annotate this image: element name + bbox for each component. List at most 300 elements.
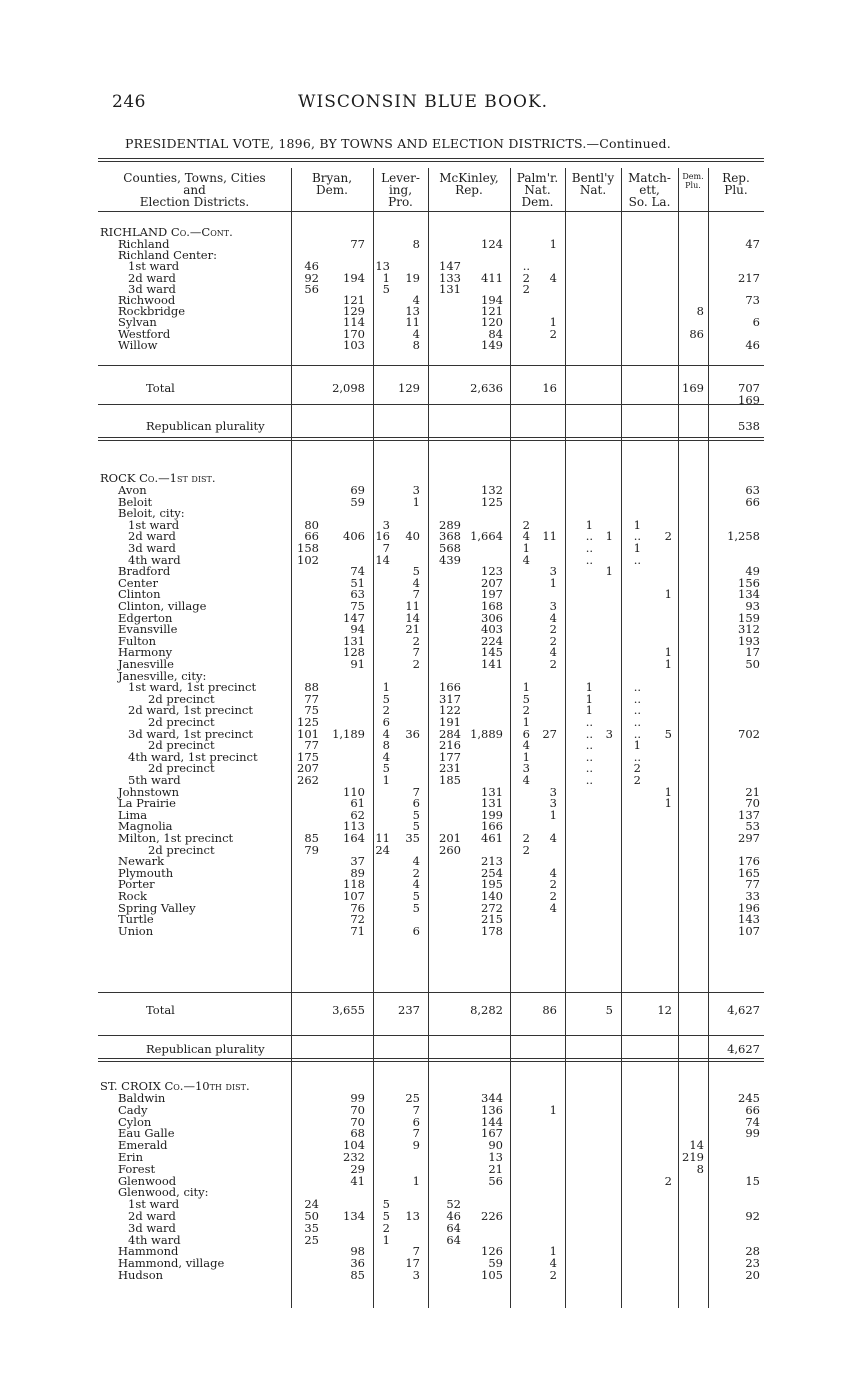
cell-palmer_sub: .. bbox=[522, 259, 530, 273]
cell-levering: 7 bbox=[412, 587, 420, 601]
cell-mckinley: 167 bbox=[481, 1126, 503, 1140]
cell-mckinley: 178 bbox=[481, 924, 503, 938]
cell-bryan_sub: 85 bbox=[304, 831, 319, 845]
cell-palmer: 2 bbox=[549, 1268, 557, 1282]
cell-rep_plu: 137 bbox=[738, 808, 760, 822]
cell-rep_plu: 74 bbox=[745, 1115, 760, 1129]
cell-matchett_sub: .. bbox=[633, 529, 641, 543]
cell-palmer_sub: 2 bbox=[522, 282, 530, 296]
cell-levering: 6 bbox=[412, 796, 420, 810]
row-label: Hudson bbox=[118, 1268, 164, 1282]
cell-mckinley_sub: 231 bbox=[439, 761, 461, 775]
cell-mckinley: 195 bbox=[481, 877, 503, 891]
row-label: Center bbox=[118, 576, 158, 590]
cell-levering: 7 bbox=[412, 1103, 420, 1117]
cell-levering_sub: 1 bbox=[382, 271, 390, 285]
cell-levering: 237 bbox=[398, 1003, 420, 1017]
cell-bryan_sub: 77 bbox=[304, 692, 319, 706]
cell-mckinley: 411 bbox=[481, 271, 503, 285]
row-label: Porter bbox=[118, 877, 155, 891]
cell-bryan_sub: 50 bbox=[304, 1209, 319, 1223]
row-label: Emerald bbox=[118, 1138, 168, 1152]
cell-mckinley: 8,282 bbox=[470, 1003, 503, 1017]
cell-palmer_sub: 1 bbox=[522, 541, 530, 555]
cell-mckinley_sub: 185 bbox=[439, 773, 461, 787]
cell-bryan_sub: 262 bbox=[297, 773, 319, 787]
row-label: 2d precinct bbox=[148, 692, 215, 706]
cell-bentley_sub: .. bbox=[585, 715, 593, 729]
cell-bentley_sub: .. bbox=[585, 541, 593, 555]
cell-bryan: 103 bbox=[343, 338, 365, 352]
row-label: Beloit, city: bbox=[118, 506, 185, 520]
table-row bbox=[98, 1222, 764, 1234]
table-row bbox=[98, 1104, 764, 1116]
cell-bryan: 77 bbox=[350, 237, 365, 251]
cell-mckinley_sub: 177 bbox=[439, 750, 461, 764]
cell-mckinley: 194 bbox=[481, 293, 503, 307]
cell-bryan: 147 bbox=[343, 611, 365, 625]
cell-levering: 7 bbox=[412, 1126, 420, 1140]
total-row bbox=[98, 382, 764, 394]
cell-palmer: 86 bbox=[542, 1003, 557, 1017]
total-row-extra bbox=[98, 394, 764, 406]
cell-mckinley_sub: 260 bbox=[439, 843, 461, 857]
cell-mckinley_sub: 284 bbox=[439, 727, 461, 741]
cell-bentley_sub: .. bbox=[585, 738, 593, 752]
cell-rep_plu: 17 bbox=[745, 645, 760, 659]
row-label: Janesville bbox=[118, 657, 174, 671]
cell-bryan: 89 bbox=[350, 866, 365, 880]
cell-levering: 13 bbox=[405, 1209, 420, 1223]
cell-matchett_sub: 2 bbox=[633, 773, 641, 787]
row-label: 4th ward bbox=[128, 1233, 181, 1247]
row-label: 3d ward, 1st precinct bbox=[128, 727, 253, 741]
cell-bryan: 51 bbox=[350, 576, 365, 590]
row-label: 3d ward bbox=[128, 1221, 176, 1235]
cell-mckinley: 144 bbox=[481, 1115, 503, 1129]
section-rule bbox=[98, 992, 764, 993]
cell-rep_plu: 46 bbox=[745, 338, 760, 352]
cell-levering: 11 bbox=[405, 315, 420, 329]
cell-dem_plu: 8 bbox=[696, 304, 704, 318]
table-row bbox=[98, 1269, 764, 1281]
table-row bbox=[98, 260, 764, 272]
header-rule-top bbox=[98, 158, 764, 159]
row-label: Newark bbox=[118, 854, 165, 868]
cell-bryan: 70 bbox=[350, 1115, 365, 1129]
row-label: 1st ward bbox=[128, 259, 180, 273]
cell-mckinley: 140 bbox=[481, 889, 503, 903]
row-label: Evansville bbox=[118, 622, 178, 636]
section-rule bbox=[98, 437, 764, 438]
cell-mckinley_sub: 289 bbox=[439, 518, 461, 532]
cell-bentley: 5 bbox=[605, 1003, 613, 1017]
cell-bryan: 98 bbox=[350, 1244, 365, 1258]
row-label: Harmony bbox=[118, 645, 173, 659]
row-label: Baldwin bbox=[118, 1091, 166, 1105]
cell-matchett: 5 bbox=[664, 727, 672, 741]
cell-palmer: 2 bbox=[549, 327, 557, 341]
cell-levering_sub: 5 bbox=[382, 761, 390, 775]
cell-mckinley: 136 bbox=[481, 1103, 503, 1117]
cell-matchett_sub: .. bbox=[633, 692, 641, 706]
row-label: Glenwood, city: bbox=[118, 1185, 209, 1199]
row-label: 3d ward bbox=[128, 541, 176, 555]
section-heading: ST. CROIX Co.—10th dist. bbox=[100, 1079, 250, 1093]
cell-rep_plu: 53 bbox=[745, 819, 760, 833]
cell-levering: 4 bbox=[412, 854, 420, 868]
cell-dem_plu: 8 bbox=[696, 1162, 704, 1176]
cell-bryan_sub: 80 bbox=[304, 518, 319, 532]
cell-levering_sub: 8 bbox=[382, 738, 390, 752]
cell-levering_sub: 16 bbox=[375, 529, 390, 543]
cell-mckinley: 145 bbox=[481, 645, 503, 659]
row-label: Glenwood bbox=[118, 1174, 177, 1188]
cell-bryan: 104 bbox=[343, 1138, 365, 1152]
row-label: 2d precinct bbox=[148, 761, 215, 775]
cell-levering: 17 bbox=[405, 1256, 420, 1270]
cell-bryan: 68 bbox=[350, 1126, 365, 1140]
table-row bbox=[98, 1092, 764, 1104]
cell-mckinley: 120 bbox=[481, 315, 503, 329]
table-row bbox=[98, 484, 764, 496]
cell-rep_plu: 20 bbox=[745, 1268, 760, 1282]
cell-mckinley: 125 bbox=[481, 495, 503, 509]
cell-rep_plu: 134 bbox=[738, 587, 760, 601]
cell-bryan_sub: 66 bbox=[304, 529, 319, 543]
cell-mckinley: 21 bbox=[488, 1162, 503, 1176]
cell-mckinley: 403 bbox=[481, 622, 503, 636]
cell-rep_plu: 47 bbox=[745, 237, 760, 251]
cell-bryan: 194 bbox=[343, 271, 365, 285]
cell-bryan: 71 bbox=[350, 924, 365, 938]
row-label: Fulton bbox=[118, 634, 157, 648]
cell-mckinley: 121 bbox=[481, 304, 503, 318]
cell-dem_plu: 14 bbox=[689, 1138, 704, 1152]
cell-bryan: 69 bbox=[350, 483, 365, 497]
cell-rep_plu: 28 bbox=[745, 1244, 760, 1258]
cell-rep_plu: 99 bbox=[745, 1126, 760, 1140]
section-rule bbox=[98, 1035, 764, 1036]
cell-matchett_sub: .. bbox=[633, 727, 641, 741]
cell-mckinley_sub: 216 bbox=[439, 738, 461, 752]
table-row bbox=[98, 913, 764, 925]
cell-bryan: 74 bbox=[350, 564, 365, 578]
cell-bryan_sub: 46 bbox=[304, 259, 319, 273]
cell-mckinley: 2,636 bbox=[470, 381, 503, 395]
row-label: 1st ward bbox=[128, 518, 180, 532]
cell-mckinley: 197 bbox=[481, 587, 503, 601]
cell-levering: 13 bbox=[405, 304, 420, 318]
cell-bryan: 36 bbox=[350, 1256, 365, 1270]
cell-levering_sub: 4 bbox=[382, 727, 390, 741]
column-header-mckinley: McKinley, Rep. bbox=[439, 171, 499, 197]
cell-mckinley: 213 bbox=[481, 854, 503, 868]
row-label: Janesville, city: bbox=[118, 669, 207, 683]
cell-mckinley: 123 bbox=[481, 564, 503, 578]
cell-rep_plu: 312 bbox=[738, 622, 760, 636]
cell-bryan_sub: 125 bbox=[297, 715, 319, 729]
row-label: Richwood bbox=[118, 293, 176, 307]
cell-palmer_sub: 4 bbox=[522, 773, 530, 787]
row-label: Richland bbox=[118, 237, 170, 251]
row-label: Milton, 1st precinct bbox=[118, 831, 234, 845]
cell-mckinley: 168 bbox=[481, 599, 503, 613]
cell-bryan: 128 bbox=[343, 645, 365, 659]
cell-bryan_sub: 158 bbox=[297, 541, 319, 555]
cell-palmer: 2 bbox=[549, 877, 557, 891]
cell-mckinley: 224 bbox=[481, 634, 503, 648]
cell-mckinley: 226 bbox=[481, 1209, 503, 1223]
header-rule-bottom bbox=[98, 211, 764, 212]
row-label: Bradford bbox=[118, 564, 171, 578]
cell-mckinley: 272 bbox=[481, 901, 503, 915]
cell-rep_plu: 23 bbox=[745, 1256, 760, 1270]
cell-mckinley: 344 bbox=[481, 1091, 503, 1105]
section-rule bbox=[98, 1061, 764, 1062]
cell-rep_plu: 196 bbox=[738, 901, 760, 915]
cell-bentley_sub: .. bbox=[585, 761, 593, 775]
cell-palmer: 4 bbox=[549, 271, 557, 285]
cell-mckinley_sub: 46 bbox=[446, 1209, 461, 1223]
cell-rep_plu: 6 bbox=[752, 315, 760, 329]
cell-mckinley_sub: 52 bbox=[446, 1197, 461, 1211]
cell-matchett: 1 bbox=[664, 587, 672, 601]
cell-dem_plu: 86 bbox=[689, 327, 704, 341]
cell-rep_plu: 176 bbox=[738, 854, 760, 868]
cell-rep_plu: 4,627 bbox=[727, 1003, 760, 1017]
cell-levering: 1 bbox=[412, 495, 420, 509]
cell-levering: 4 bbox=[412, 327, 420, 341]
cell-bryan_sub: 101 bbox=[297, 727, 319, 741]
cell-bryan: 37 bbox=[350, 854, 365, 868]
cell-mckinley: 132 bbox=[481, 483, 503, 497]
row-label: 1st ward bbox=[128, 1197, 180, 1211]
cell-rep_plu: 77 bbox=[745, 877, 760, 891]
cell-rep_plu: 49 bbox=[745, 564, 760, 578]
cell-levering: 6 bbox=[412, 924, 420, 938]
cell-levering: 36 bbox=[405, 727, 420, 741]
page-number: 246 bbox=[112, 92, 146, 112]
row-label: Beloit bbox=[118, 495, 153, 509]
cell-levering: 14 bbox=[405, 611, 420, 625]
cell-matchett_sub: 1 bbox=[633, 541, 641, 555]
table-row bbox=[98, 797, 764, 809]
cell-mckinley: 90 bbox=[488, 1138, 503, 1152]
cell-bryan: 91 bbox=[350, 657, 365, 671]
cell-rep_plu: 169 bbox=[738, 393, 760, 407]
cell-levering_sub: 24 bbox=[375, 843, 390, 857]
table-row bbox=[98, 565, 764, 577]
cell-levering: 5 bbox=[412, 819, 420, 833]
cell-palmer_sub: 2 bbox=[522, 831, 530, 845]
cell-levering_sub: 2 bbox=[382, 703, 390, 717]
cell-levering: 5 bbox=[412, 901, 420, 915]
cell-bryan: 3,655 bbox=[332, 1003, 365, 1017]
cell-rep_plu: 21 bbox=[745, 785, 760, 799]
section-heading: RICHLAND Co.—Cont. bbox=[100, 225, 233, 239]
column-header-dem_plu: Dem. Plu. bbox=[682, 172, 704, 190]
cell-palmer_sub: 2 bbox=[522, 518, 530, 532]
cell-mckinley: 13 bbox=[488, 1150, 503, 1164]
table-row bbox=[98, 1257, 764, 1269]
cell-bryan: 114 bbox=[343, 315, 365, 329]
row-label: 2d ward, 1st precinct bbox=[128, 703, 253, 717]
row-label: 2d ward bbox=[128, 1209, 176, 1223]
cell-bryan: 29 bbox=[350, 1162, 365, 1176]
row-label: Willow bbox=[118, 338, 158, 352]
cell-palmer: 3 bbox=[549, 564, 557, 578]
cell-matchett_sub: 1 bbox=[633, 518, 641, 532]
row-label: Johnstown bbox=[118, 785, 180, 799]
cell-levering: 1 bbox=[412, 1174, 420, 1188]
cell-levering_sub: 3 bbox=[382, 518, 390, 532]
cell-rep_plu: 156 bbox=[738, 576, 760, 590]
cell-bryan_sub: 25 bbox=[304, 1233, 319, 1247]
cell-rep_plu: 33 bbox=[745, 889, 760, 903]
table-row bbox=[98, 925, 764, 937]
cell-matchett_sub: .. bbox=[633, 750, 641, 764]
cell-levering_sub: 7 bbox=[382, 541, 390, 555]
cell-bryan_sub: 77 bbox=[304, 738, 319, 752]
cell-rep_plu: 217 bbox=[738, 271, 760, 285]
row-label: Avon bbox=[118, 483, 147, 497]
table-row bbox=[98, 890, 764, 902]
cell-matchett: 1 bbox=[664, 645, 672, 659]
cell-rep_plu: 297 bbox=[738, 831, 760, 845]
cell-palmer: 16 bbox=[542, 381, 557, 395]
cell-bryan_sub: 88 bbox=[304, 680, 319, 694]
cell-levering: 5 bbox=[412, 808, 420, 822]
cell-mckinley: 131 bbox=[481, 785, 503, 799]
table-row bbox=[98, 762, 764, 774]
cell-levering: 8 bbox=[412, 237, 420, 251]
cell-bryan: 131 bbox=[343, 634, 365, 648]
row-label: Total bbox=[146, 1003, 175, 1017]
cell-palmer: 2 bbox=[549, 634, 557, 648]
column-header-bryan: Bryan, Dem. bbox=[311, 171, 353, 197]
cell-palmer: 4 bbox=[549, 611, 557, 625]
cell-bryan: 63 bbox=[350, 587, 365, 601]
cell-bryan: 107 bbox=[343, 889, 365, 903]
cell-bryan: 75 bbox=[350, 599, 365, 613]
cell-bryan: 61 bbox=[350, 796, 365, 810]
cell-matchett: 1 bbox=[664, 796, 672, 810]
cell-rep_plu: 165 bbox=[738, 866, 760, 880]
cell-palmer: 4 bbox=[549, 866, 557, 880]
cell-palmer: 4 bbox=[549, 901, 557, 915]
total-row bbox=[98, 1004, 764, 1016]
table-row bbox=[98, 1151, 764, 1163]
cell-matchett_sub: 2 bbox=[633, 761, 641, 775]
table-title: PRESIDENTIAL VOTE, 1896, BY TOWNS AND ELECTION DISTRICTS.—Continued. bbox=[125, 136, 671, 151]
row-label: Hammond bbox=[118, 1244, 179, 1258]
table-row bbox=[98, 542, 764, 554]
cell-levering: 7 bbox=[412, 1244, 420, 1258]
cell-rep_plu: 245 bbox=[738, 1091, 760, 1105]
row-label: Magnolia bbox=[118, 819, 173, 833]
cell-mckinley_sub: 147 bbox=[439, 259, 461, 273]
cell-matchett: 12 bbox=[657, 1003, 672, 1017]
cell-matchett_sub: .. bbox=[633, 715, 641, 729]
section-rule bbox=[98, 365, 764, 366]
cell-bentley_sub: 1 bbox=[585, 692, 593, 706]
row-label: Cylon bbox=[118, 1115, 152, 1129]
row-label: Spring Valley bbox=[118, 901, 196, 915]
cell-bryan_sub: 75 bbox=[304, 703, 319, 717]
section-rule bbox=[98, 440, 764, 441]
column-header-bentley: Bentl'y Nat. bbox=[571, 171, 615, 197]
cell-levering_sub: 1 bbox=[382, 680, 390, 694]
cell-bryan_sub: 56 bbox=[304, 282, 319, 296]
cell-bentley: 3 bbox=[605, 727, 613, 741]
row-label: 2d precinct bbox=[148, 715, 215, 729]
cell-bryan: 94 bbox=[350, 622, 365, 636]
cell-bryan: 113 bbox=[343, 819, 365, 833]
cell-palmer_sub: 5 bbox=[522, 692, 530, 706]
cell-mckinley: 199 bbox=[481, 808, 503, 822]
row-label: Rock bbox=[118, 889, 147, 903]
row-label: Clinton, village bbox=[118, 599, 207, 613]
cell-bryan_sub: 92 bbox=[304, 271, 319, 285]
cell-levering: 5 bbox=[412, 889, 420, 903]
cell-palmer: 1 bbox=[549, 1103, 557, 1117]
cell-mckinley: 207 bbox=[481, 576, 503, 590]
cell-bryan: 72 bbox=[350, 912, 365, 926]
row-label: Erin bbox=[118, 1150, 143, 1164]
cell-mckinley_sub: 191 bbox=[439, 715, 461, 729]
cell-levering_sub: 4 bbox=[382, 750, 390, 764]
book-title: WISCONSIN BLUE BOOK. bbox=[298, 92, 549, 112]
cell-bryan: 129 bbox=[343, 304, 365, 318]
cell-levering: 4 bbox=[412, 293, 420, 307]
cell-bryan: 406 bbox=[343, 529, 365, 543]
row-label: Plymouth bbox=[118, 866, 174, 880]
row-label: 3d ward bbox=[128, 282, 176, 296]
cell-rep_plu: 107 bbox=[738, 924, 760, 938]
cell-levering: 2 bbox=[412, 657, 420, 671]
row-label: Union bbox=[118, 924, 154, 938]
cell-palmer: 2 bbox=[549, 657, 557, 671]
column-header-matchett: Match- ett, So. La. bbox=[628, 171, 671, 209]
row-label: 2d precinct bbox=[148, 738, 215, 752]
cell-palmer: 3 bbox=[549, 796, 557, 810]
cell-mckinley_sub: 439 bbox=[439, 553, 461, 567]
cell-palmer_sub: 2 bbox=[522, 271, 530, 285]
cell-rep_plu: 73 bbox=[745, 293, 760, 307]
cell-bentley_sub: .. bbox=[585, 553, 593, 567]
cell-palmer: 1 bbox=[549, 808, 557, 822]
cell-levering: 4 bbox=[412, 877, 420, 891]
row-label: Edgerton bbox=[118, 611, 173, 625]
table-row bbox=[98, 878, 764, 890]
cell-mckinley: 166 bbox=[481, 819, 503, 833]
cell-palmer_sub: 1 bbox=[522, 680, 530, 694]
cell-palmer: 1 bbox=[549, 1244, 557, 1258]
cell-levering_sub: 1 bbox=[382, 1233, 390, 1247]
cell-levering: 2 bbox=[412, 634, 420, 648]
cell-palmer_sub: 1 bbox=[522, 715, 530, 729]
cell-palmer: 11 bbox=[542, 529, 557, 543]
row-label: Cady bbox=[118, 1103, 148, 1117]
cell-levering: 2 bbox=[412, 866, 420, 880]
cell-palmer_sub: 1 bbox=[522, 750, 530, 764]
cell-mckinley_sub: 131 bbox=[439, 282, 461, 296]
cell-matchett_sub: 1 bbox=[633, 738, 641, 752]
cell-palmer: 4 bbox=[549, 1256, 557, 1270]
cell-levering_sub: 14 bbox=[375, 553, 390, 567]
cell-palmer: 1 bbox=[549, 576, 557, 590]
